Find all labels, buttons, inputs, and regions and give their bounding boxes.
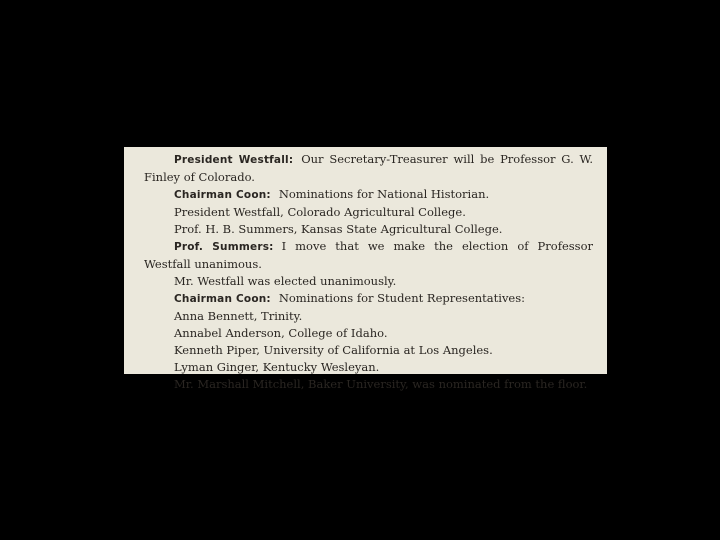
- speaker-label: President Westfall:: [174, 154, 294, 166]
- nominee-bennett: Anna Bennett, Trinity.: [174, 309, 303, 323]
- speaker-label: Chairman Coon:: [174, 293, 271, 305]
- speaker-label: Chairman Coon:: [174, 189, 271, 201]
- paragraph-text: I move that we make the election of Professor Westfall unanimous.: [144, 239, 593, 271]
- nominee-summers: Prof. H. B. Summers, Kansas State Agricultural College.: [174, 222, 503, 236]
- paragraph-historian-nominations: [144, 186, 593, 204]
- paragraph-text: Nominations for Student Representatives:: [278, 291, 526, 305]
- speaker-label: Prof. Summers:: [174, 241, 274, 253]
- document-clipping: [124, 147, 607, 391]
- nominee-mitchell: Mr. Marshall Mitchell, Baker University, was nominated from the floor.: [174, 377, 588, 391]
- paragraph-secretary-treasurer: [144, 151, 593, 186]
- nominee-westfall: President Westfall, Colorado Agricultural College.: [174, 205, 466, 219]
- paragraph-text: Our Secretary-Treasurer will be Professor G. W. Finley of Colorado.: [144, 152, 593, 184]
- paragraph-text: Nominations for National Historian.: [278, 187, 490, 201]
- nominee-ginger: Lyman Ginger, Kentucky Wesleyan.: [174, 360, 380, 374]
- paragraph-motion: [144, 238, 593, 273]
- election-result: Mr. Westfall was elected unanimously.: [174, 274, 397, 288]
- paragraph-student-nominations: [144, 290, 593, 308]
- nominee-piper: Kenneth Piper, University of California at Los Angeles.: [174, 343, 493, 357]
- nominee-anderson: Annabel Anderson, College of Idaho.: [174, 326, 388, 340]
